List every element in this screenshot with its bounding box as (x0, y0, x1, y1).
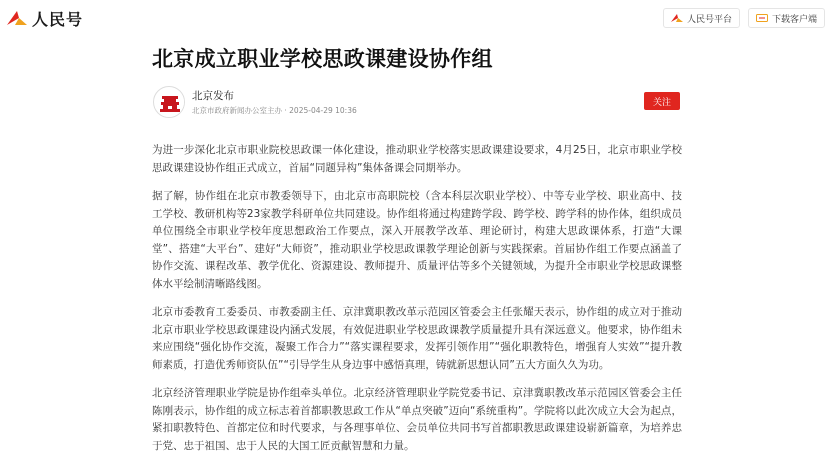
author-row (152, 86, 682, 120)
top-bar (0, 0, 831, 34)
platform-label: 人民号平台 (686, 14, 732, 25)
download-app-button[interactable] (748, 8, 825, 28)
paragraph: 北京经济管理职业学院是协作组牵头单位。北京经济管理职业学院党委书记、京津冀职教改革示范园区管委会主任陈刚表示，协作组的成立标志着首都职教思政工作从“单点突破”迈向“系统重构”。学院将以此次成立大会为起点，紧扣职教特色、首都定位和时代要求，与各理事单位、会员单位共同书写首都职教思政课建设崭新篇章，为培养忠于党、忠于祖国、忠于人民的大国工匠贡献智慧和力量。 (152, 387, 682, 452)
platform-icon (671, 13, 683, 23)
article (152, 44, 682, 466)
site-logo[interactable] (6, 7, 83, 29)
author-avatar[interactable] (153, 86, 185, 118)
logo-icon (6, 9, 28, 27)
tiananmen-icon (154, 87, 185, 118)
logo-text: 人民号 (32, 9, 84, 29)
platform-button[interactable] (663, 8, 740, 28)
author-meta: 北京市政府新闻办公室主办 · 2025-04-29 10:36 (192, 106, 357, 115)
article-title: 北京成立职业学校思政课建设协作组 (152, 47, 493, 71)
download-label: 下载客户端 (771, 14, 817, 25)
article-body (152, 142, 682, 455)
follow-button[interactable]: 关注 (644, 92, 680, 110)
paragraph: 为进一步深化北京市职业院校思政课一体化建设，推动职业学校落实思政课建设要求，4月25日，北京市职业学校思政课建设协作组正式成立，首届“同题异构”集体备课会同期举办。 (152, 144, 682, 174)
top-actions (663, 8, 825, 28)
download-icon (756, 13, 768, 23)
paragraph: 北京市委教育工委委员、市教委副主任、京津冀职教改革示范园区管委会主任张耀天表示，协作组的成立对于推动北京市职业学校思政课建设内涵式发展，有效促进职业学校思政课教学质量提升具有深远意义。他要求，协作组未来应围绕“强化协作交流，凝聚工作合力”“落实课程要求，发挥引领作用”“强化职教特色，增强育人实效”“提升教师素质，打造优秀师资队伍”“引导学生从身边事中感悟真理，铸就新思想认同”五大方面久久为功。 (152, 306, 682, 371)
author-name[interactable]: 北京发布 (192, 90, 234, 102)
paragraph: 据了解，协作组在北京市教委领导下，由北京市高职院校（含本科层次职业学校）、中等专业学校、职业高中、技工学校、教研机构等23家教学科研单位共同建设。协作组将通过构建跨学段、跨学校、跨学科的协作体，组织成员单位围绕全市职业学校年度思想政治工作要点，深入开展教学改革、理论研讨，构建大思政课体系，打造“大课堂”、搭建“大平台”、建好“大师资”，推动职业学校思政课教学理论创新与实践探索。首届协作组工作要点涵盖了协作交流、课程改革、教学优化、资源建设、教师提升、质量评估等多个关键领域，为提升全市职业学校思政课整体水平绘制清晰路线图。 (152, 190, 682, 290)
